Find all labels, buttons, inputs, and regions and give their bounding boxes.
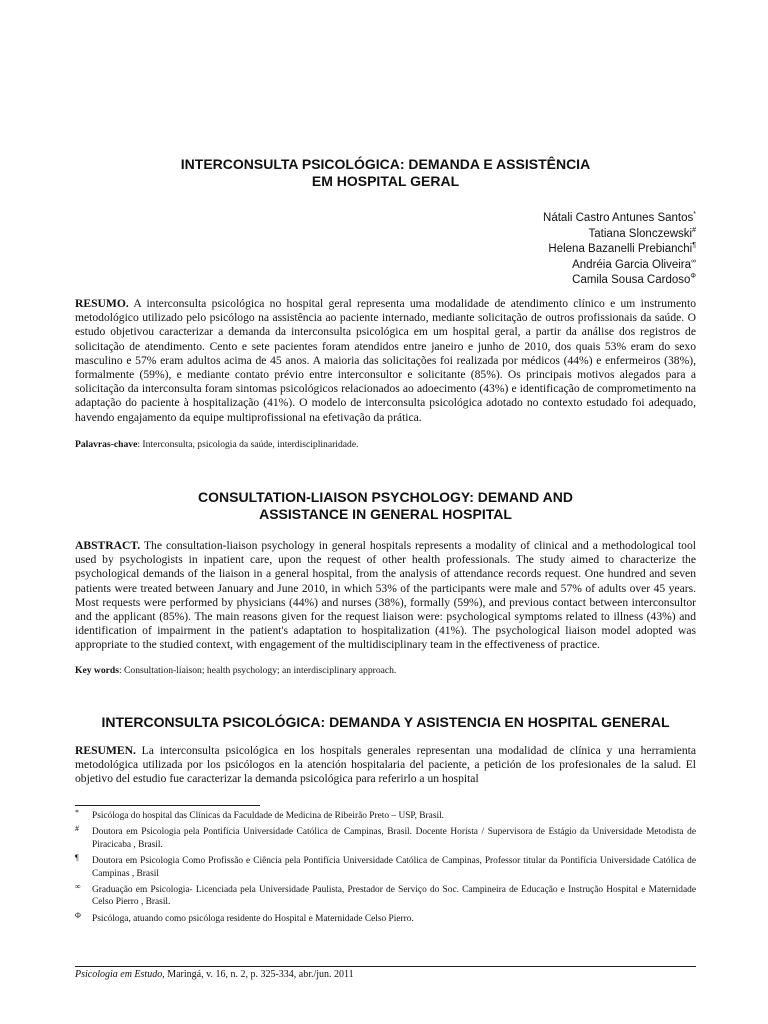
abstract-text: The consultation-liaison psychology in general hospitals represents a modality of clinical and a methodological tool used by psychologists in inpatient care, upon the request of other health professionals. The study aimed to characterize the psychological demands of the liaison in a general hospital, from the analysis of attendance records request. One hundred and seven patients were treated between January and June 2010, in which 53% of the participants were male and 57% of adults over 45 years. Most requests were performed by physicians (44%) and nurses (38%), formally (59%), and previous contact between interconsultor and the applicant (85%). The main reasons given for the request liaison were: psychological symptoms related to illness (43%) and identification of impairment in the patient's adaptation to hospitalization (41%). The psychological liaison model adopted was appropriate to the studied context, with engagement of the multidisciplinary team in the effectiveness of practice. (75, 539, 696, 652)
resumo-text: A interconsulta psicológica no hospital geral representa uma modalidade de atendimento clínico e um instrumento metodológico utilizado pelo psicólogo na assistência ao paciente internado, mediante solicitação de outros profissionais da saúde. O estudo objetivou caracterizar a demanda da interconsulta psicológica em um hospital geral, a partir da análise dos registros de solicitação de atendimento. Cento e sete pacientes foram atendidos entre janeiro e junho de 2010, dos quais 53% eram do sexo masculino e 57% eram adultos acima de 45 anos. A maioria das solicitações foi realizada por médicos (44%) e enfermeiros (38%), formalmente (59%), e mediante contato prévio entre interconsultor e solicitante (85%). Os principais motivos alegados para a solicitação da interconsulta foram sintomas psicológicos relacionados ao adoecimento (43%) e identificação de comprometimento na adaptação do paciente à hospitalização (41%). O modelo de interconsulta psicológica adotado no contexto estudado foi adequado, havendo engajamento da equipe multiprofissional na efetivação da prática. (75, 297, 696, 424)
footnote-3: ¶ Doutora em Psicologia Como Profissão e Ciência pela Pontifícia Universidade Católica de Campinas, Professor titular da Pontifícia Universidade Católica de Campinas , Brasil (75, 853, 696, 879)
resumo-paragraph (75, 297, 696, 425)
title-portuguese (75, 156, 696, 190)
journal-citation: , Maringá, v. 16, n. 2, p. 325-334, abr./jun. 2011 (162, 969, 354, 980)
footnote-divider (75, 805, 260, 806)
footer-divider (75, 966, 696, 967)
keywords-portuguese: Palavras-chave: Interconsulta, psicologia da saúde, interdisciplinaridade. (75, 439, 359, 450)
title-pt-line1: INTERCONSULTA PSICOLÓGICA: DEMANDA E ASSISTÊNCIA (180, 156, 591, 172)
abstract-label: ABSTRACT. (75, 539, 141, 552)
journal-name: Psicologia em Estudo (75, 969, 163, 980)
footnote-1: * Psicóloga do hospital das Clínicas da Faculdade de Medicina de Ribeirão Preto – USP, Brasil. (75, 808, 445, 821)
title-en-line2: ASSISTANCE IN GENERAL HOSPITAL (259, 506, 512, 522)
footnote-2: # Doutora em Psicologia pela Pontifícia Universidade Católica de Campinas, Brasil. Docente Horista / Supervisora de Estágio da Universidade Metodista de Piracicaba , Brasil. (75, 824, 696, 850)
abstract-paragraph (75, 539, 696, 653)
title-pt-line2: EM HOSPITAL GERAL (311, 173, 460, 189)
author-5: Camila Sousa Cardoso$^\Phi$ (572, 273, 696, 287)
title-spanish (75, 714, 696, 731)
title-es-line1: INTERCONSULTA PSICOLÓGICA: DEMANDA Y ASISTENCIA EN HOSPITAL GENERAL (101, 714, 670, 730)
resumo-label: RESUMO. (75, 297, 129, 310)
resumen-paragraph (75, 744, 696, 787)
footnote-4: ∞ Graduação em Psicologia- Licenciada pela Universidade Paulista, Prestador de Serviço do Soc. Campineira de Educação e Instrução Hospital e Maternidade Celso Pierro , Brasil. (75, 882, 696, 908)
footnote-5: Φ Psicóloga, atuando como psicóloga residente do Hospital e Maternidade Celso Pierro. (75, 910, 414, 924)
author-2: Tatiana Slonczewski# (588, 226, 696, 240)
author-list (543, 211, 696, 289)
keywords-english: Key words: Consultation-liaison; health psychology; an interdisciplinary approach. (75, 665, 397, 676)
page-footer (75, 969, 354, 981)
author-3: Helena Bazanelli Prebianchi¶ (548, 242, 696, 256)
resumen-label: RESUMEN. (75, 744, 136, 757)
resumen-text: La interconsulta psicológica en los hospitals generales representan una modalidad de clínica y una herramienta metodológica utilizada por los psicólogos en la atención hospitalaria del paciente, a petición de los profesionales de la salud. El objetivo del estudio fue caracterizar la demanda psicológica para referirlo a un hospital (75, 744, 696, 786)
author-1: Nátali Castro Antunes Santos* (543, 211, 696, 224)
footnotes (75, 810, 696, 929)
title-en-line1: CONSULTATION-LIAISON PSYCHOLOGY: DEMAND AND (198, 489, 573, 505)
author-4: Andréia Garcia Oliveira∞ (572, 257, 696, 271)
title-english (75, 489, 696, 523)
